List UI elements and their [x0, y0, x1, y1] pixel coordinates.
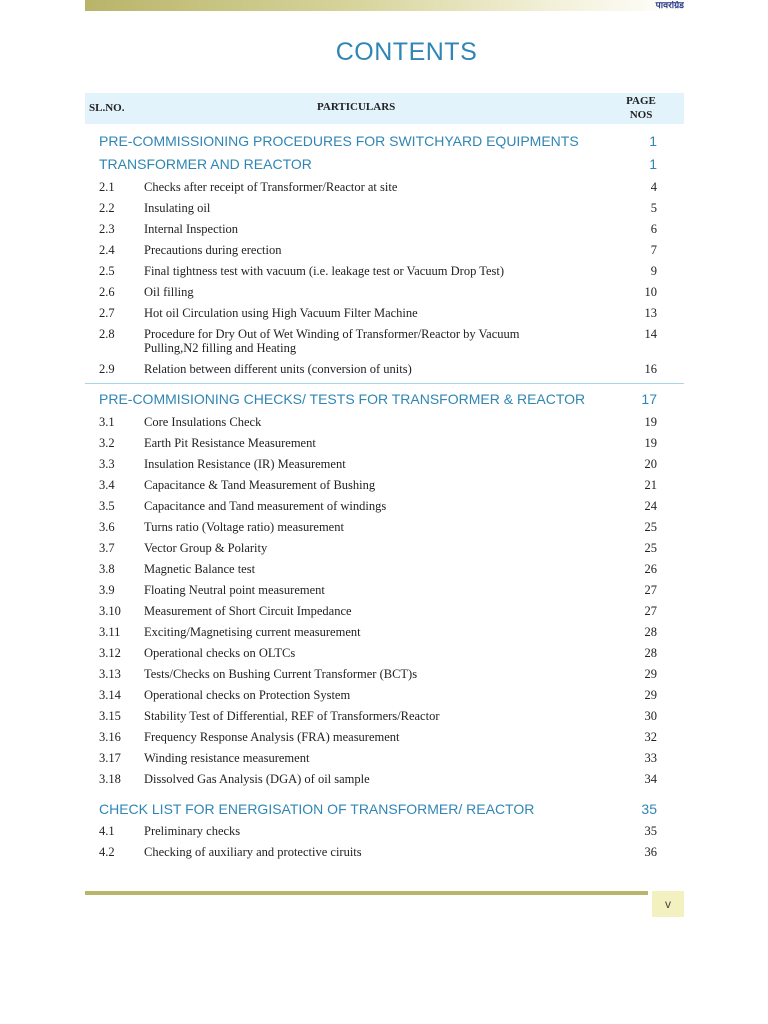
item-number: 2.1 — [99, 180, 115, 194]
section-page: 1 — [649, 133, 657, 149]
item-text: Measurement of Short Circuit Impedance — [144, 604, 352, 618]
item-text: Floating Neutral point measurement — [144, 583, 325, 597]
section-row[interactable] — [99, 801, 657, 823]
item-number: 3.3 — [99, 457, 115, 471]
item-text: Oil filling — [144, 285, 194, 299]
item-page: 7 — [650, 243, 657, 257]
item-number: 3.6 — [99, 520, 115, 534]
item-number: 3.10 — [99, 604, 121, 618]
item-number: 3.7 — [99, 541, 115, 555]
header-page-nos — [621, 94, 661, 122]
item-page: 4 — [650, 180, 657, 194]
header-slno: SL.NO. — [89, 102, 125, 114]
item-page: 35 — [644, 824, 657, 838]
item-page: 19 — [644, 415, 657, 429]
item-number: 2.8 — [99, 327, 115, 341]
item-text: Stability Test of Differential, REF of Transformers/Reactor — [144, 709, 440, 723]
item-page: 26 — [644, 562, 657, 576]
page-number: v — [652, 891, 684, 917]
item-text: Operational checks on Protection System — [144, 688, 351, 702]
section-row[interactable] — [99, 391, 657, 413]
item-text: Preliminary checks — [144, 824, 241, 838]
item-number: 2.5 — [99, 264, 115, 278]
item-page: 13 — [644, 306, 657, 320]
section-divider — [85, 383, 684, 384]
item-page: 16 — [644, 362, 657, 376]
item-text: Dissolved Gas Analysis (DGA) of oil sample — [144, 772, 370, 786]
header-particulars: PARTICULARS — [317, 101, 396, 113]
item-text: Checking of auxiliary and protective ciruits — [144, 845, 362, 859]
item-number: 3.9 — [99, 583, 115, 597]
item-text: Precautions during erection — [144, 243, 282, 257]
item-page: 19 — [644, 436, 657, 450]
item-number: 4.2 — [99, 845, 115, 859]
item-page: 20 — [644, 457, 657, 471]
header-page-line2: NOS — [629, 109, 653, 121]
item-number: 4.1 — [99, 824, 115, 838]
item-number: 3.17 — [99, 751, 121, 765]
item-page: 21 — [644, 478, 657, 492]
item-page: 28 — [644, 625, 657, 639]
item-text: Exciting/Magnetising current measurement — [144, 625, 361, 639]
item-page: 10 — [644, 285, 657, 299]
item-text: Winding resistance measurement — [144, 751, 310, 765]
item-number: 2.6 — [99, 285, 115, 299]
item-number: 3.15 — [99, 709, 121, 723]
item-text: Frequency Response Analysis (FRA) measurement — [144, 730, 400, 744]
table-header — [85, 93, 684, 124]
item-page: 33 — [644, 751, 657, 765]
item-text: Insulation Resistance (IR) Measurement — [144, 457, 346, 471]
item-text — [144, 327, 564, 355]
footer-bar — [85, 891, 648, 895]
item-text: Core Insulations Check — [144, 415, 262, 429]
item-number: 3.13 — [99, 667, 121, 681]
item-number: 3.4 — [99, 478, 115, 492]
item-page: 25 — [644, 541, 657, 555]
item-page: 5 — [650, 201, 657, 215]
item-text: Capacitance and Tand measurement of windings — [144, 499, 387, 513]
item-page: 27 — [644, 583, 657, 597]
page-title: CONTENTS — [335, 38, 478, 66]
item-text: Capacitance & Tand Measurement of Bushing — [144, 478, 376, 492]
item-number: 2.7 — [99, 306, 115, 320]
section-title: PRE-COMMISSIONING PROCEDURES FOR SWITCHYARD EQUIPMENTS — [99, 133, 579, 149]
section-title: TRANSFORMER AND REACTOR — [99, 156, 312, 172]
item-page: 24 — [644, 499, 657, 513]
item-text: Internal Inspection — [144, 222, 239, 236]
item-number: 2.9 — [99, 362, 115, 376]
section-row[interactable] — [99, 133, 657, 155]
item-number: 2.2 — [99, 201, 115, 215]
item-number: 3.5 — [99, 499, 115, 513]
item-text: Final tightness test with vacuum (i.e. leakage test or Vacuum Drop Test) — [144, 264, 505, 278]
item-text: Turns ratio (Voltage ratio) measurement — [144, 520, 344, 534]
logo-text: पावरग्रिड — [655, 1, 684, 11]
item-number: 2.4 — [99, 243, 115, 257]
item-number: 3.14 — [99, 688, 121, 702]
item-page: 9 — [650, 264, 657, 278]
section-page: 17 — [641, 391, 657, 407]
item-number: 3.12 — [99, 646, 121, 660]
item-number: 3.18 — [99, 772, 121, 786]
item-number: 3.11 — [99, 625, 121, 639]
item-page: 36 — [644, 845, 657, 859]
item-number: 3.1 — [99, 415, 115, 429]
header-page-line1: PAGE — [626, 95, 656, 107]
item-text: Vector Group & Polarity — [144, 541, 268, 555]
item-number: 3.2 — [99, 436, 115, 450]
section-row[interactable] — [99, 156, 657, 178]
item-text: Hot oil Circulation using High Vacuum Filter Machine — [144, 306, 418, 320]
item-text: Operational checks on OLTCs — [144, 646, 296, 660]
item-page: 32 — [644, 730, 657, 744]
item-page: 29 — [644, 667, 657, 681]
item-text: Relation between different units (conversion of units) — [144, 362, 412, 376]
item-page: 25 — [644, 520, 657, 534]
item-page: 14 — [644, 327, 657, 341]
item-page: 30 — [644, 709, 657, 723]
item-number: 3.16 — [99, 730, 121, 744]
item-text: Insulating oil — [144, 201, 211, 215]
item-text: Magnetic Balance test — [144, 562, 256, 576]
section-page: 35 — [641, 801, 657, 817]
section-title: PRE-COMMISIONING CHECKS/ TESTS FOR TRANSFORMER & REACTOR — [99, 391, 586, 407]
item-page: 27 — [644, 604, 657, 618]
item-page: 34 — [644, 772, 657, 786]
item-text: Tests/Checks on Bushing Current Transformer (BCT)s — [144, 667, 418, 681]
item-text: Checks after receipt of Transformer/Reactor at site — [144, 180, 398, 194]
item-text-line1: Procedure for Dry Out of Wet Winding of Transformer/Reactor by Vacuum — [144, 327, 520, 341]
item-number: 3.8 — [99, 562, 115, 576]
item-text-line2: Pulling,N2 filling and Heating — [144, 341, 297, 355]
section-page: 1 — [649, 156, 657, 172]
item-page: 29 — [644, 688, 657, 702]
item-text: Earth Pit Resistance Measurement — [144, 436, 316, 450]
top-decorative-band — [85, 0, 684, 11]
section-title: CHECK LIST FOR ENERGISATION OF TRANSFORMER/ REACTOR — [99, 801, 535, 817]
item-page: 6 — [650, 222, 657, 236]
item-number: 2.3 — [99, 222, 115, 236]
item-page: 28 — [644, 646, 657, 660]
